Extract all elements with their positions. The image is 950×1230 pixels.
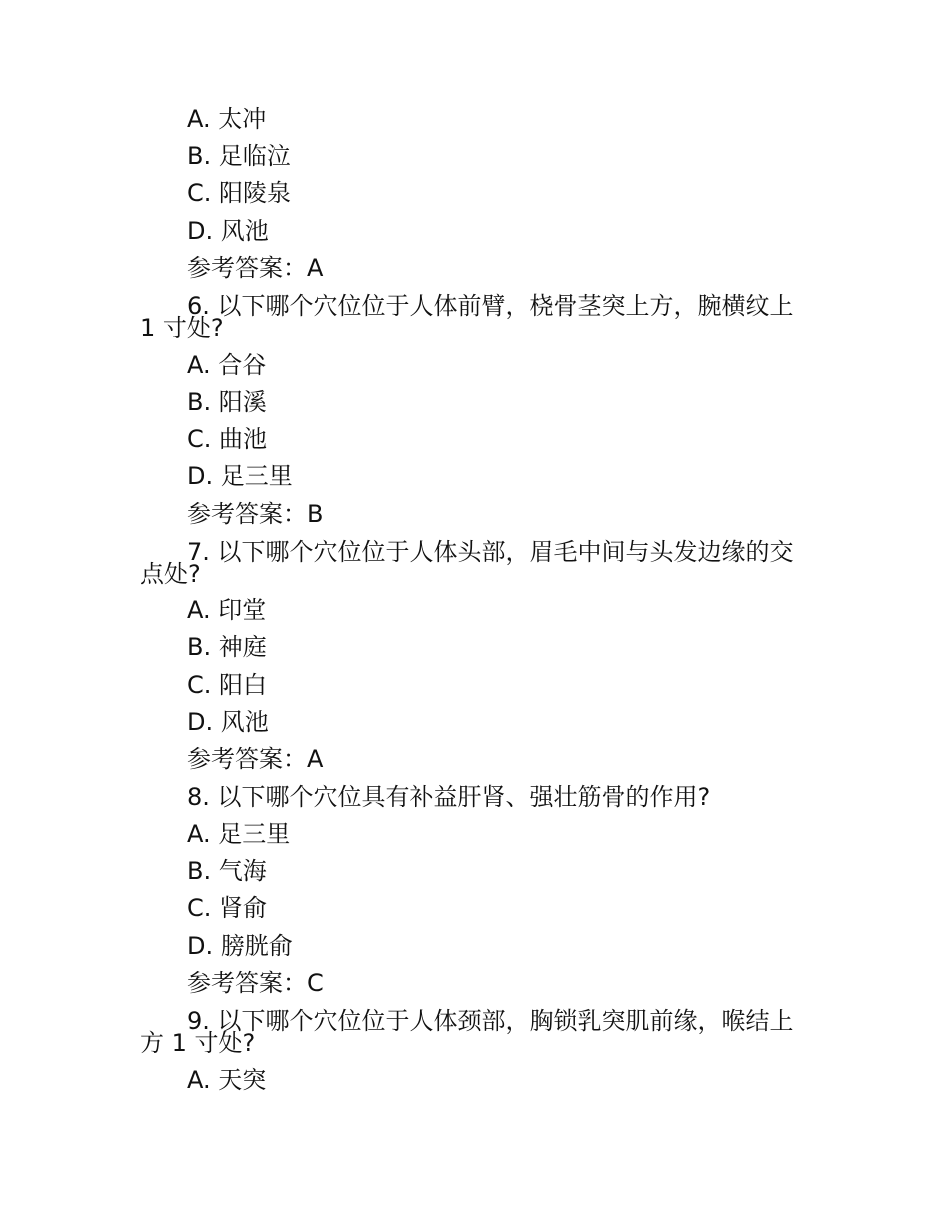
reference-answer: 参考答案：A — [187, 745, 324, 773]
option-c: C. 阳白 — [187, 671, 268, 699]
option-b: B. 阳溪 — [187, 388, 267, 416]
question-7-text: 7. 以下哪个穴位位于人体头部，眉毛中间与头发边缘的交 — [187, 538, 794, 566]
option-a: A. 足三里 — [187, 820, 291, 848]
question-7-text-cont: 点处? — [140, 560, 201, 588]
option-d: D. 风池 — [187, 217, 269, 245]
option-d: D. 风池 — [187, 708, 269, 736]
question-6-text-cont: 1 寸处? — [140, 314, 224, 342]
reference-answer: 参考答案：B — [187, 500, 324, 528]
option-c: C. 阳陵泉 — [187, 179, 292, 207]
option-c: C. 肾俞 — [187, 894, 268, 922]
option-a: A. 合谷 — [187, 351, 267, 379]
question-9-text-cont: 方 1 寸处? — [140, 1029, 256, 1057]
question-8-text: 8. 以下哪个穴位具有补益肝肾、强壮筋骨的作用? — [187, 783, 711, 811]
option-d: D. 足三里 — [187, 462, 293, 490]
option-b: B. 足临泣 — [187, 142, 291, 170]
reference-answer: 参考答案：A — [187, 254, 324, 282]
option-d: D. 膀胱俞 — [187, 932, 293, 960]
question-9-text: 9. 以下哪个穴位位于人体颈部，胸锁乳突肌前缘，喉结上 — [187, 1007, 794, 1035]
question-6-text: 6. 以下哪个穴位位于人体前臂，桡骨茎突上方，腕横纹上 — [187, 292, 794, 320]
option-b: B. 气海 — [187, 857, 267, 885]
option-b: B. 神庭 — [187, 633, 267, 661]
option-a: A. 天突 — [187, 1066, 267, 1094]
option-a: A. 太冲 — [187, 105, 267, 133]
option-c: C. 曲池 — [187, 425, 268, 453]
reference-answer: 参考答案：C — [187, 969, 324, 997]
option-a: A. 印堂 — [187, 596, 267, 624]
